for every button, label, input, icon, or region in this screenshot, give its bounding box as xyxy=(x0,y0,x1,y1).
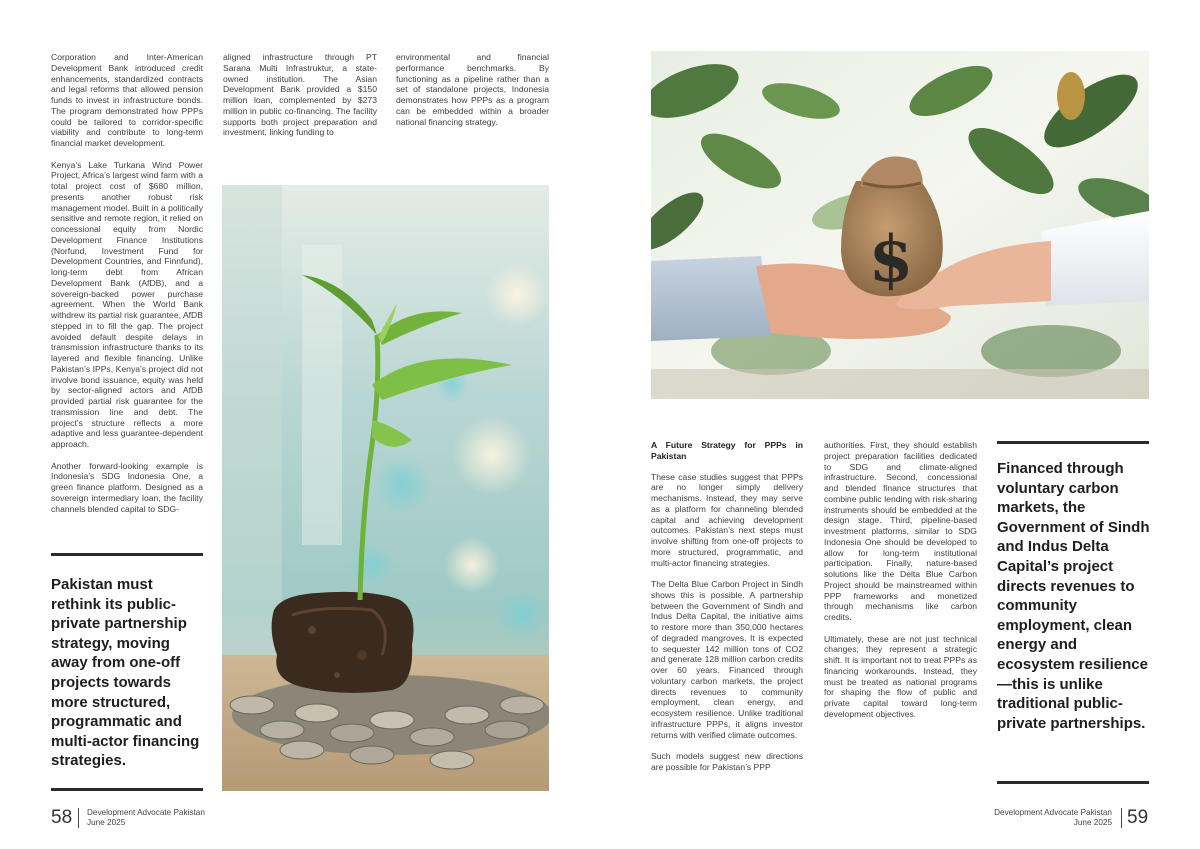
footer-publication-right xyxy=(975,808,1112,828)
right-paragraph-3: Such models suggest new directions are possible for Pakistan’s PPP xyxy=(651,751,803,772)
right-column-2-paragraph-2: Ultimately, these are not just technical changes; they represent a strategic shift. It is important not to treat PPPs as financing workarounds. Instead, they must be treated as national programs for shaping the flow of public and private capital toward long-term development objectives. xyxy=(824,633,977,719)
left-paragraph-2: Kenya’s Lake Turkana Wind Power Project, Africa’s largest wind farm with a total project cost of $680 million, presents another robust risk management model. Built in a politically sensitive and remote region, it relied on concessional equity from Nordic Development Finance Institutions (Norfund, Investment Fund for Development Countries, and Finnfund), long-term debt from African Development Bank (AfDB), and a sovereign-backed power purchase agreement. When the World Bank withdrew its partial risk guarantee, AfDB stepped in to fill the gap. The project avoided default despite delays in transmission infrastructure thanks to its layered and flexible financing. Unlike Pakistan’s IPPs, Kenya’s project did not involve bond issuance, equity was held by sector-aligned actors and AfDB provided partial risk guarantee for the transmission line and debt. The project’s structure reflects a more adaptive and less guarantee-dependent approach. xyxy=(51,159,203,449)
dollar-sign-icon: $ xyxy=(868,222,914,297)
page-number-left: 58 xyxy=(51,807,73,828)
footer-publication-name-left: Development Advocate Pakistan xyxy=(87,808,205,817)
left-column-3 xyxy=(396,52,549,127)
right-paragraph-1: These case studies suggest that PPPs are no longer simply delivery mechanisms. Instead, they may serve as a platform for channeling blended capital and achieving development outcomes. Pakistan’s next steps must involve shifting from one-off projects to more structured, programmatic, and multi-actor financing strategies. xyxy=(651,471,803,568)
footer-divider-right xyxy=(1121,808,1122,828)
left-paragraph-3: Another forward-looking example is Indonesia’s SDG Indonesia One, a green finance platform. Designed as a sovereign intermediary loan, the facility channels blended capital to SDG- xyxy=(51,460,203,514)
left-pull-quote: Pakistan must rethink its public-private partnership strategy, moving away from one-off projects towards more structured, programmatic and multi-actor financing strategies. xyxy=(51,576,200,770)
right-column-2-paragraph-1: authorities. First, they should establish project preparation facilities dedicated to SDG and climate-aligned infrastructure. Second, concessional and blended finance structures that combine public lending with risk-sharing instruments should be embedded at the design stage. Third, pipeline-based investment platforms, similar to SDG Indonesia One should be developed to allow for long-term institutional participation. Finally, nature-based solutions like the Delta Blue Carbon Project should be mainstreamed within PPP frameworks and monetized through mechanisms like carbon credits. xyxy=(824,440,977,622)
money-bag-illustration xyxy=(651,51,1149,399)
soil-clump xyxy=(272,592,414,693)
left-pull-quote-top-rule xyxy=(51,553,203,556)
seedling-illustration xyxy=(222,185,549,791)
left-column-1 xyxy=(51,52,203,514)
right-pull-quote: Financed through voluntary carbon markets, the Government of Sindh and Indus Delta Capital’s project directs revenues to community employment, clean energy and ecosystem resilience—this is unlike traditional public-private partnerships. xyxy=(997,460,1150,732)
seedling-coins-photo xyxy=(222,185,549,791)
money-bag-hands-photo xyxy=(651,51,1149,399)
right-pull-quote-top-rule xyxy=(997,441,1149,444)
left-pull-quote-bottom-rule xyxy=(51,788,203,791)
footer-publication-name-right: Development Advocate Pakistan xyxy=(994,808,1112,817)
page-number-right: 59 xyxy=(1127,807,1149,828)
right-pull-quote-bottom-rule xyxy=(997,781,1149,784)
right-paragraph-2: The Delta Blue Carbon Project in Sindh shows this is possible. A partnership between the Government of Sindh and Indus Delta Capital, the initiative aims to restore more than 350,000 hectares of degraded mangroves. It is expected to sequester 142 million tons of CO2 and generate 128 million carbon credits over 60 years. Financed through voluntary carbon markets, the project directs revenues to community employment, clean energy, and ecosystem resilience. Unlike traditional infrastructure PPPs, it aligns investor returns with verified climate outcomes. xyxy=(651,579,803,740)
left-column-2 xyxy=(223,52,377,138)
footer-publication-left xyxy=(87,808,205,828)
footer-date-left: June 2025 xyxy=(87,818,126,827)
footer-date-right: June 2025 xyxy=(1073,818,1112,827)
left-column-3-text: environmental and financial performance benchmarks. By functioning as a pipeline rather than a set of standalone projects, Indonesia demonstrates how PPPs as a program can be embedded within a broader national financing strategy. xyxy=(396,52,549,127)
footer-divider-left xyxy=(78,808,79,828)
right-column-2 xyxy=(824,440,977,720)
section-heading: A Future Strategy for PPPs in Pakistan xyxy=(651,440,803,461)
left-paragraph-1: Corporation and Inter-American Development Bank introduced credit enhancements, standardized contracts and legal reforms that allowed pension funds to invest in infrastructure bonds. The program demonstrated how PPPs could be tailored to corridor-specific viability and contribute to long-term financial market development. xyxy=(51,52,203,148)
right-column-1 xyxy=(651,440,803,773)
left-column-2-text: aligned infrastructure through PT Sarana Multi Infrastruktur, a state-owned institution. The Asian Development Bank provided a $150 million loan, complemented by $273 million in public co-financing. The facility supports both project preparation and investment, linking funding to xyxy=(223,52,377,138)
